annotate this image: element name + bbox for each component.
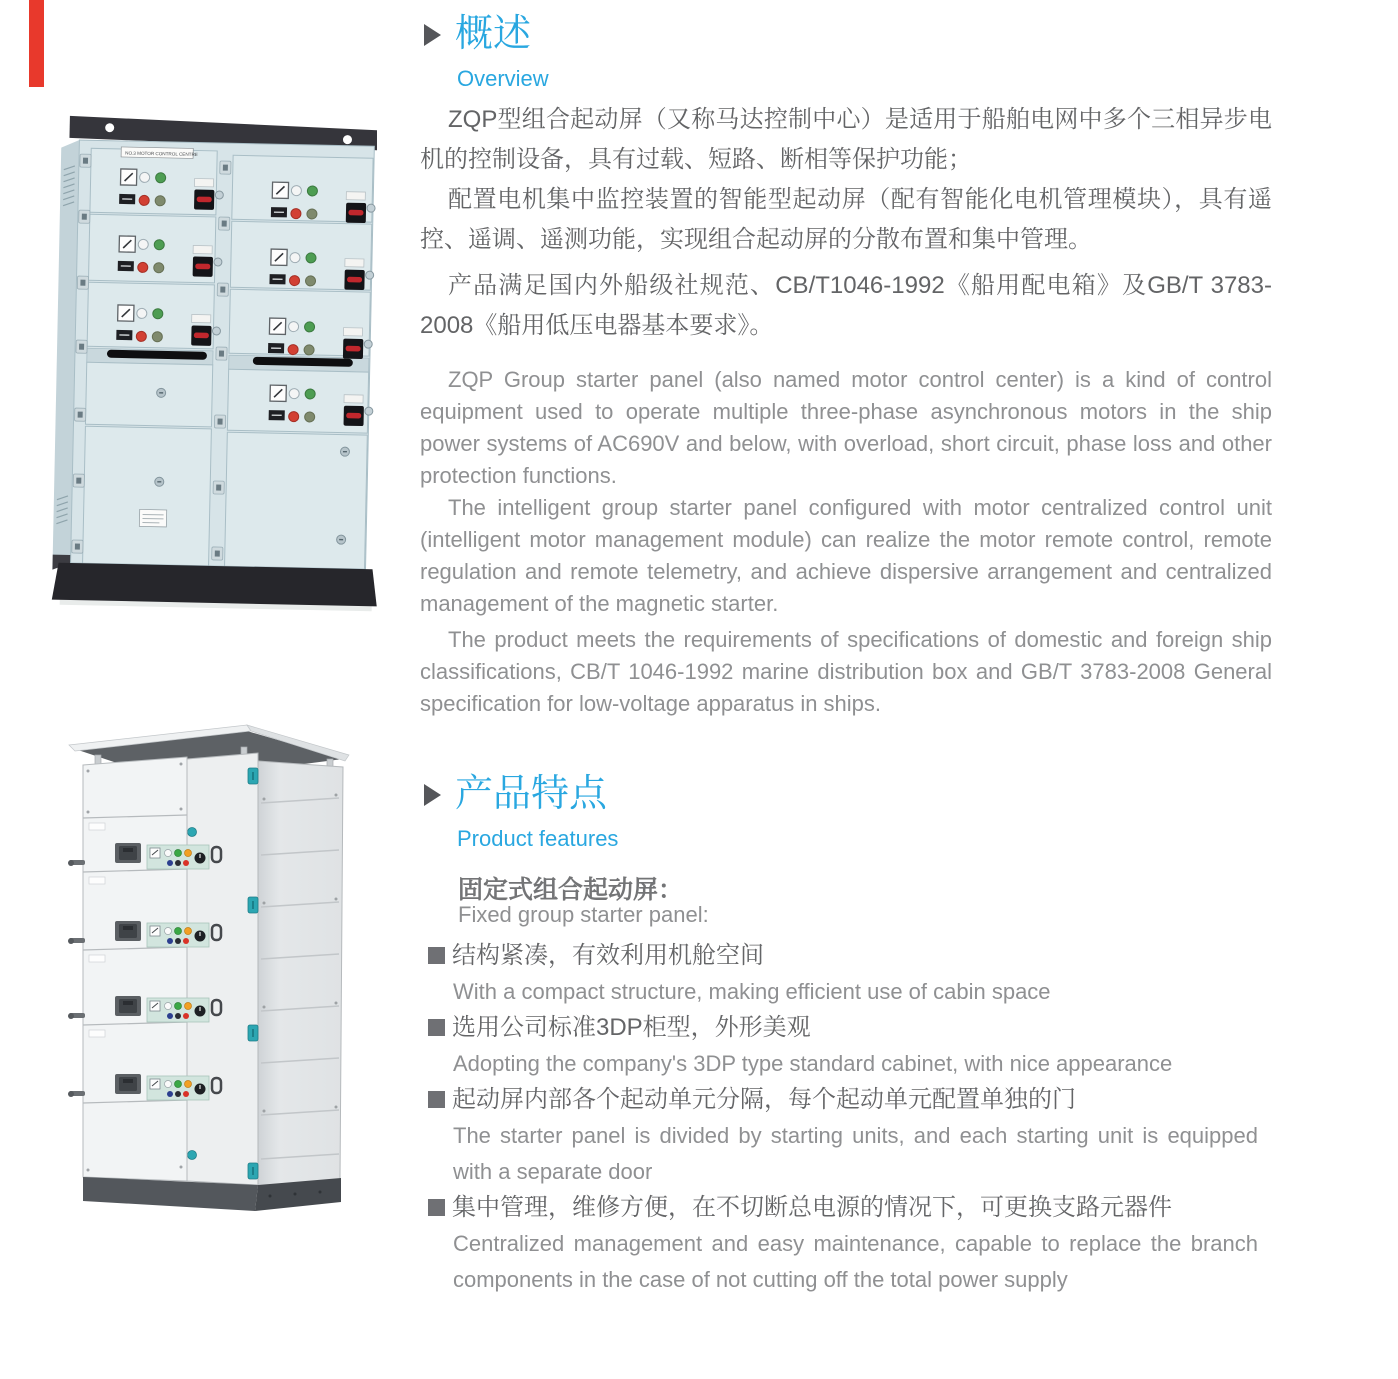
starter-panel-photo xyxy=(42,110,377,662)
en-paragraph: The product meets the requirements of specifications of domestic and foreign ship classifications, CB/T 1046-1992 marine distribution box and GB/T 3783-2008 General specification for low-voltage apparatus in ships. xyxy=(420,627,1272,716)
section-arrow-icon xyxy=(424,784,441,806)
feature-item-en: With a compact structure, making efficient use of cabin space xyxy=(453,979,1051,1004)
square-bullet-icon xyxy=(428,1199,445,1216)
cn-paragraph: 配置电机集中监控装置的智能型起动屏（配有智能化电机管理模块），具有遥控、遥调、遥测功能，实现组合起动屏的分散布置和集中管理。 xyxy=(420,186,1272,253)
cabinet-plinth xyxy=(52,563,377,607)
overview-english-paragraphs xyxy=(420,364,1272,720)
overview-chinese-paragraphs xyxy=(420,100,1272,346)
red-page-tab xyxy=(29,0,44,87)
features-subtitle-cn: 固定式组合起动屏： xyxy=(458,876,684,904)
feature-item-en: Adopting the company's 3DP type standard cabinet, with nice appearance xyxy=(453,1051,1173,1076)
overview-title-en: Overview xyxy=(457,66,549,91)
feature-list xyxy=(428,938,1258,1298)
feature-item-en: The starter panel is divided by starting units, and each starting unit is equipped with a separate door xyxy=(453,1123,1258,1184)
section-arrow-icon xyxy=(424,24,441,46)
features-title-cn: 产品特点 xyxy=(455,773,608,815)
feature-item-en: Centralized management and easy maintenance, capable to replace the branch components in the case of not cutting off the total power supply xyxy=(453,1231,1258,1292)
cabinet-middle-door xyxy=(187,753,258,1185)
en-paragraph: The intelligent group starter panel configured with motor centralized control unit (intelligent motor management module) can realize the motor remote control, remote regulation and remote telemetry, and achieve dispersive arrangement and centralized management of the magnetic starter. xyxy=(420,495,1272,616)
cabinet-nameplate-text: NO.3 MOTOR CONTROL CENTRE xyxy=(125,150,198,158)
features-section xyxy=(420,770,1272,1330)
cn-paragraph: 产品满足国内外船级社规范、CB/T1046-1992《船用配电箱》及GB/T 3783-2008《船用低压电器基本要求》。 xyxy=(420,272,1272,339)
square-bullet-icon xyxy=(428,947,445,964)
feature-item-cn: 选用公司标准3DP柜型，外形美观 xyxy=(428,1010,1258,1046)
en-paragraph: ZQP Group starter panel (also named motor control center) is a kind of control equipment used to operate multiple three-phase asynchronous motors in the ship power systems of AC690V and below, with overload, short circuit, phase loss and other protection functions. xyxy=(420,367,1272,488)
feature-item xyxy=(428,1082,1258,1190)
cabinet-starter-column xyxy=(83,757,187,1181)
feature-item xyxy=(428,938,1258,1010)
feature-item xyxy=(428,1190,1258,1298)
features-subtitle-en: Fixed group starter panel: xyxy=(458,902,709,927)
square-bullet-icon xyxy=(428,1091,445,1108)
square-bullet-icon xyxy=(428,1019,445,1036)
cn-paragraph: ZQP型组合起动屏（又称马达控制中心）是适用于船舶电网中多个三相异步电机的控制设备，具有过载、短路、断相等保护功能； xyxy=(420,106,1272,173)
feature-item-cn: 结构紧凑，有效利用机舱空间 xyxy=(428,938,1258,974)
features-title-en: Product features xyxy=(457,826,619,851)
feature-item-cn: 集中管理，维修方便，在不切断总电源的情况下，可更换支路元器件 xyxy=(428,1190,1258,1226)
overview-section xyxy=(420,12,1272,742)
feature-item-cn: 起动屏内部各个起动单元分隔，每个起动单元配置单独的门 xyxy=(428,1082,1258,1118)
standard-cabinet-render xyxy=(55,715,385,1275)
feature-item xyxy=(428,1010,1258,1082)
overview-title-cn: 概述 xyxy=(455,13,532,55)
